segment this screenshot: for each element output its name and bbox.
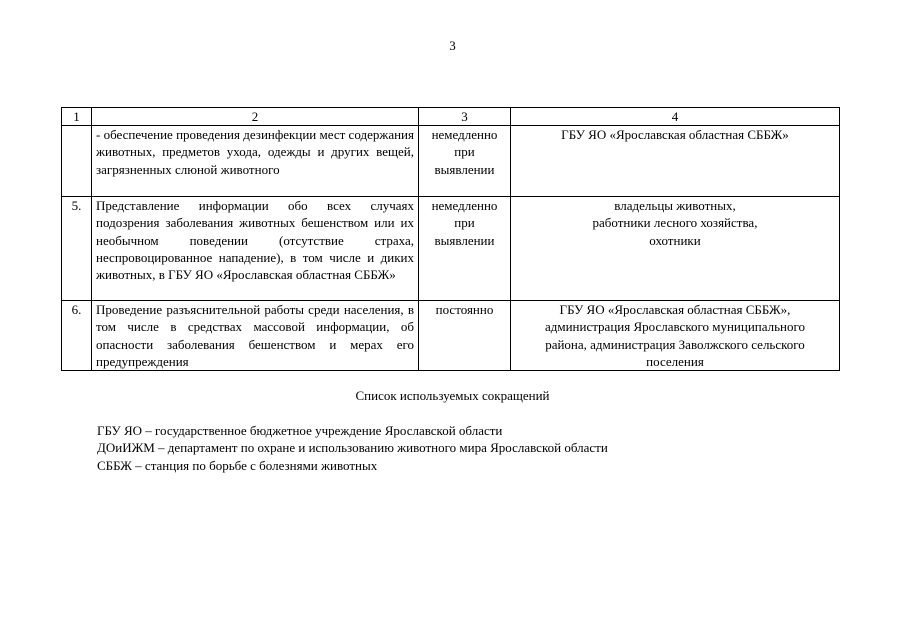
responsible-line: ГБУ ЯО «Ярославская областная СББЖ», [559, 302, 791, 317]
abbreviation-item: ГБУ ЯО – государственное бюджетное учреждение Ярославской области [97, 423, 503, 438]
responsible-line: района, администрация Заволжского сельского [545, 336, 805, 352]
responsible-line: администрация Ярославского муниципального [544, 319, 806, 335]
term-line: выявлении [434, 161, 495, 177]
responsible-line: ГБУ ЯО «Ярославская областная СББЖ» [561, 127, 789, 142]
row-number: 6. [62, 301, 92, 371]
abbreviation-item: ДОиИЖМ – департамент по охране и использованию животного мира Ярославской области [97, 440, 608, 456]
row-term [419, 197, 511, 301]
row-responsible [511, 301, 840, 371]
row-action: - обеспечение проведения дезинфекции мест содержания животных, предметов ухода, одежды и других вещей, загрязненных слюной животного [92, 126, 419, 197]
header-cell-number: 1 [62, 108, 92, 126]
responsible-line: охотники [649, 232, 701, 248]
responsible-line: работники лесного хозяйства, [592, 215, 758, 231]
row-action: Проведение разъяснительной работы среди населения, в том числе в средствах массовой информации, об опасности заболевания бешенством и мерах его предупреждения [92, 301, 419, 371]
term-line: немедленно [431, 127, 498, 142]
row-term [419, 126, 511, 197]
row-responsible [511, 126, 840, 197]
page-number: 3 [449, 38, 456, 53]
term-line: выявлении [434, 232, 495, 248]
responsible-line: поселения [646, 353, 704, 369]
abbreviations-list [97, 422, 837, 474]
table-row [62, 301, 840, 371]
responsible-line: владельцы животных, [614, 198, 736, 213]
row-responsible [511, 197, 840, 301]
term-line: при [454, 144, 475, 160]
table-row [62, 197, 840, 301]
table-row [62, 126, 840, 197]
term-line: немедленно [431, 198, 498, 213]
abbreviation-item: СББЖ – станция по борьбе с болезнями животных [97, 457, 378, 473]
row-action: Представление информации обо всех случаях подозрения заболевания животных бешенством или их необычном поведении (отсутствие страха, неспровоцированное нападение), в том числе и диких животных, в ГБУ ЯО «Ярославская областная СББЖ» [92, 197, 419, 301]
measures-table [61, 107, 840, 371]
header-cell-action: 2 [92, 108, 419, 126]
header-cell-term: 3 [419, 108, 511, 126]
abbreviations-title: Список используемых сокращений [355, 388, 550, 403]
table-header-row [62, 108, 840, 126]
row-number: 5. [62, 197, 92, 301]
row-term [419, 301, 511, 371]
header-cell-responsible: 4 [511, 108, 840, 126]
term-line: постоянно [435, 302, 494, 317]
term-line: при [454, 215, 475, 231]
row-number [62, 126, 92, 197]
